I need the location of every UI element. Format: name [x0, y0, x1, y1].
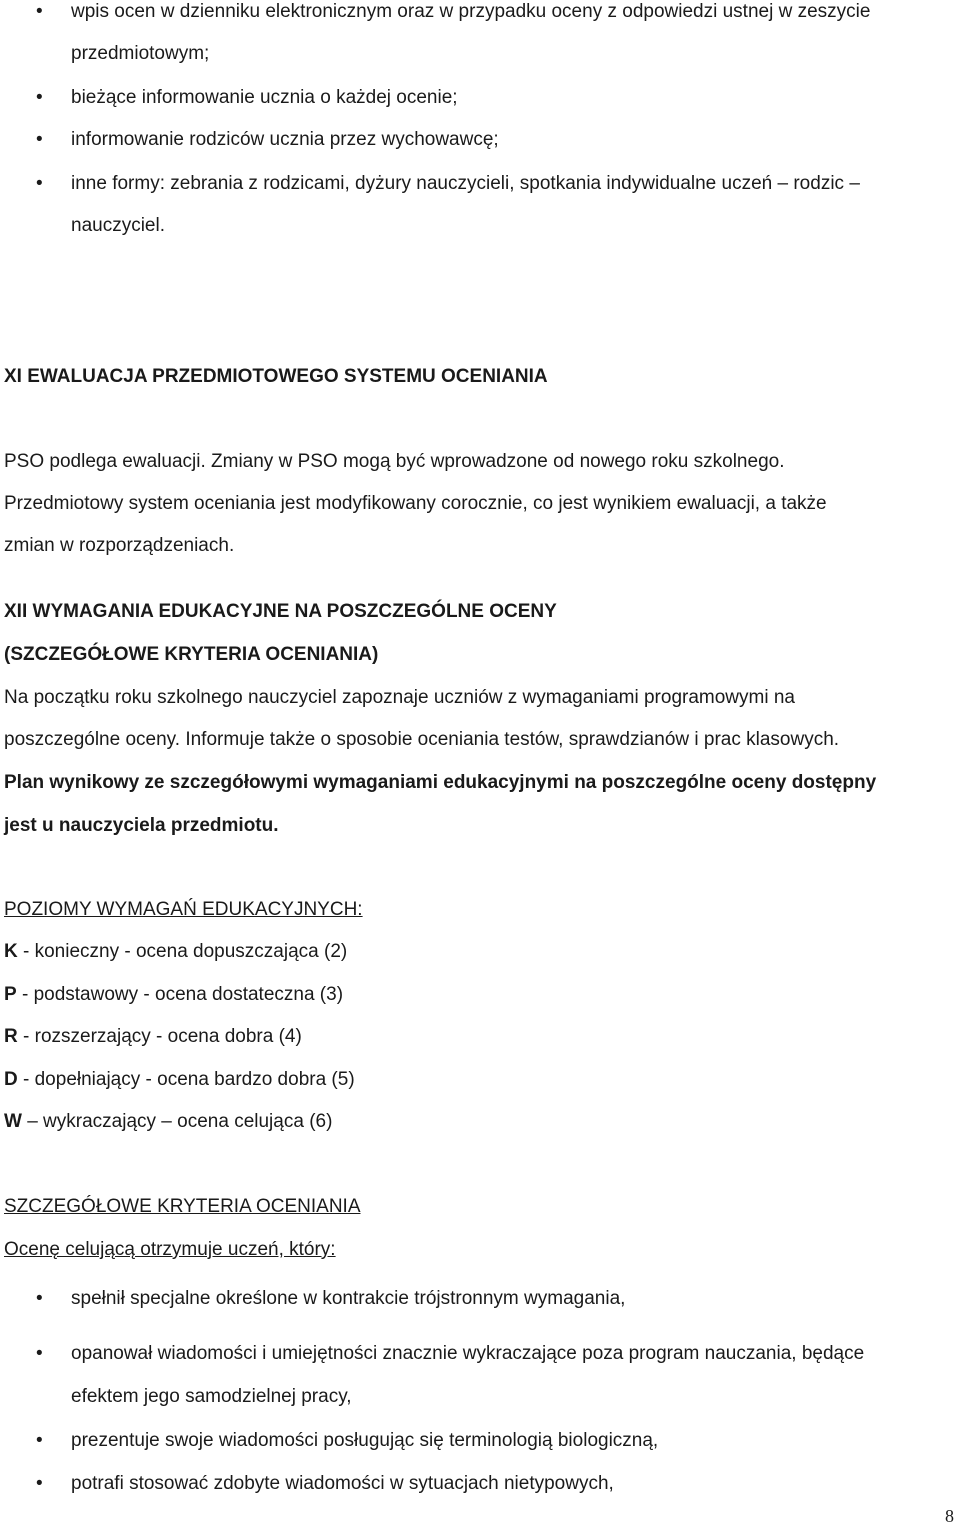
- criteria-subheading: Ocenę celującą otrzymuje uczeń, który:: [4, 1239, 336, 1260]
- list-item-continuation: efektem jego samodzielnej pracy,: [71, 1386, 352, 1407]
- list-item: prezentuje swoje wiadomości posługując się terminologią biologiczną,: [71, 1430, 659, 1451]
- paragraph-line: PSO podlega ewaluacji. Zmiany w PSO mogą być wprowadzone od nowego roku szkolnego.: [4, 451, 785, 472]
- section-heading: XI EWALUACJA PRZEDMIOTOWEGO SYSTEMU OCENIANIA: [4, 366, 548, 387]
- bold-paragraph-line: jest u nauczyciela przedmiotu.: [4, 815, 279, 836]
- level-item: [4, 1025, 302, 1049]
- list-item: bieżące informowanie ucznia o każdej ocenie;: [71, 87, 458, 108]
- list-item: opanował wiadomości i umiejętności znacznie wykraczające poza program nauczania, będące: [71, 1343, 865, 1364]
- bullet-icon: •: [36, 173, 43, 194]
- bullet-icon: •: [36, 1343, 43, 1364]
- level-text: – wykraczający – ocena celująca (6): [21, 1111, 333, 1132]
- level-item: [4, 1110, 332, 1134]
- paragraph-line: Na początku roku szkolnego nauczyciel zapoznaje uczniów z wymaganiami programowymi na: [4, 687, 795, 708]
- level-code: W: [4, 1111, 22, 1132]
- level-text: - dopełniający - ocena bardzo dobra (5): [17, 1069, 355, 1090]
- level-text: - konieczny - ocena dopuszczająca (2): [17, 941, 348, 962]
- level-text: - podstawowy - ocena dostateczna (3): [16, 984, 344, 1005]
- list-item: wpis ocen w dzienniku elektronicznym oraz w przypadku oceny z odpowiedzi ustnej w zeszycie: [71, 1, 871, 22]
- bullet-icon: •: [36, 129, 43, 150]
- list-item: informowanie rodziców ucznia przez wychowawcę;: [71, 129, 499, 150]
- list-item-continuation: przedmiotowym;: [71, 43, 210, 64]
- section-subheading: (SZCZEGÓŁOWE KRYTERIA OCENIANIA): [4, 644, 379, 665]
- list-item: potrafi stosować zdobyte wiadomości w sytuacjach nietypowych,: [71, 1473, 614, 1494]
- paragraph-line: Przedmiotowy system oceniania jest modyfikowany corocznie, co jest wynikiem ewaluacji, a także: [4, 493, 827, 514]
- list-item-continuation: nauczyciel.: [71, 215, 165, 236]
- paragraph-line: zmian w rozporządzeniach.: [4, 535, 235, 556]
- level-item: [4, 983, 343, 1007]
- level-code: K: [4, 941, 18, 962]
- bullet-icon: •: [36, 1473, 43, 1494]
- list-item: spełnił specjalne określone w kontrakcie trójstronnym wymagania,: [71, 1288, 626, 1309]
- section-heading: XII WYMAGANIA EDUKACYJNE NA POSZCZEGÓLNE OCENY: [4, 601, 557, 622]
- criteria-heading: SZCZEGÓŁOWE KRYTERIA OCENIANIA: [4, 1196, 361, 1217]
- paragraph-line: poszczególne oceny. Informuje także o sposobie oceniania testów, sprawdzianów i prac klasowych.: [4, 729, 840, 750]
- bullet-icon: •: [36, 87, 43, 108]
- level-item: [4, 940, 347, 964]
- list-item: inne formy: zebrania z rodzicami, dyżury nauczycieli, spotkania indywidualne uczeń – rodzic –: [71, 173, 860, 194]
- level-code: R: [4, 1026, 18, 1047]
- level-item: [4, 1068, 355, 1092]
- level-text: - rozszerzający - ocena dobra (4): [17, 1026, 302, 1047]
- bullet-icon: •: [36, 1, 43, 22]
- page-number: 8: [945, 1506, 954, 1526]
- level-code: P: [4, 984, 17, 1005]
- level-code: D: [4, 1069, 18, 1090]
- bullet-icon: •: [36, 1430, 43, 1451]
- bullet-icon: •: [36, 1288, 43, 1309]
- bold-paragraph-line: Plan wynikowy ze szczegółowymi wymaganiami edukacyjnymi na poszczególne oceny dostępny: [4, 772, 877, 793]
- levels-heading: POZIOMY WYMAGAŃ EDUKACYJNYCH:: [4, 899, 363, 920]
